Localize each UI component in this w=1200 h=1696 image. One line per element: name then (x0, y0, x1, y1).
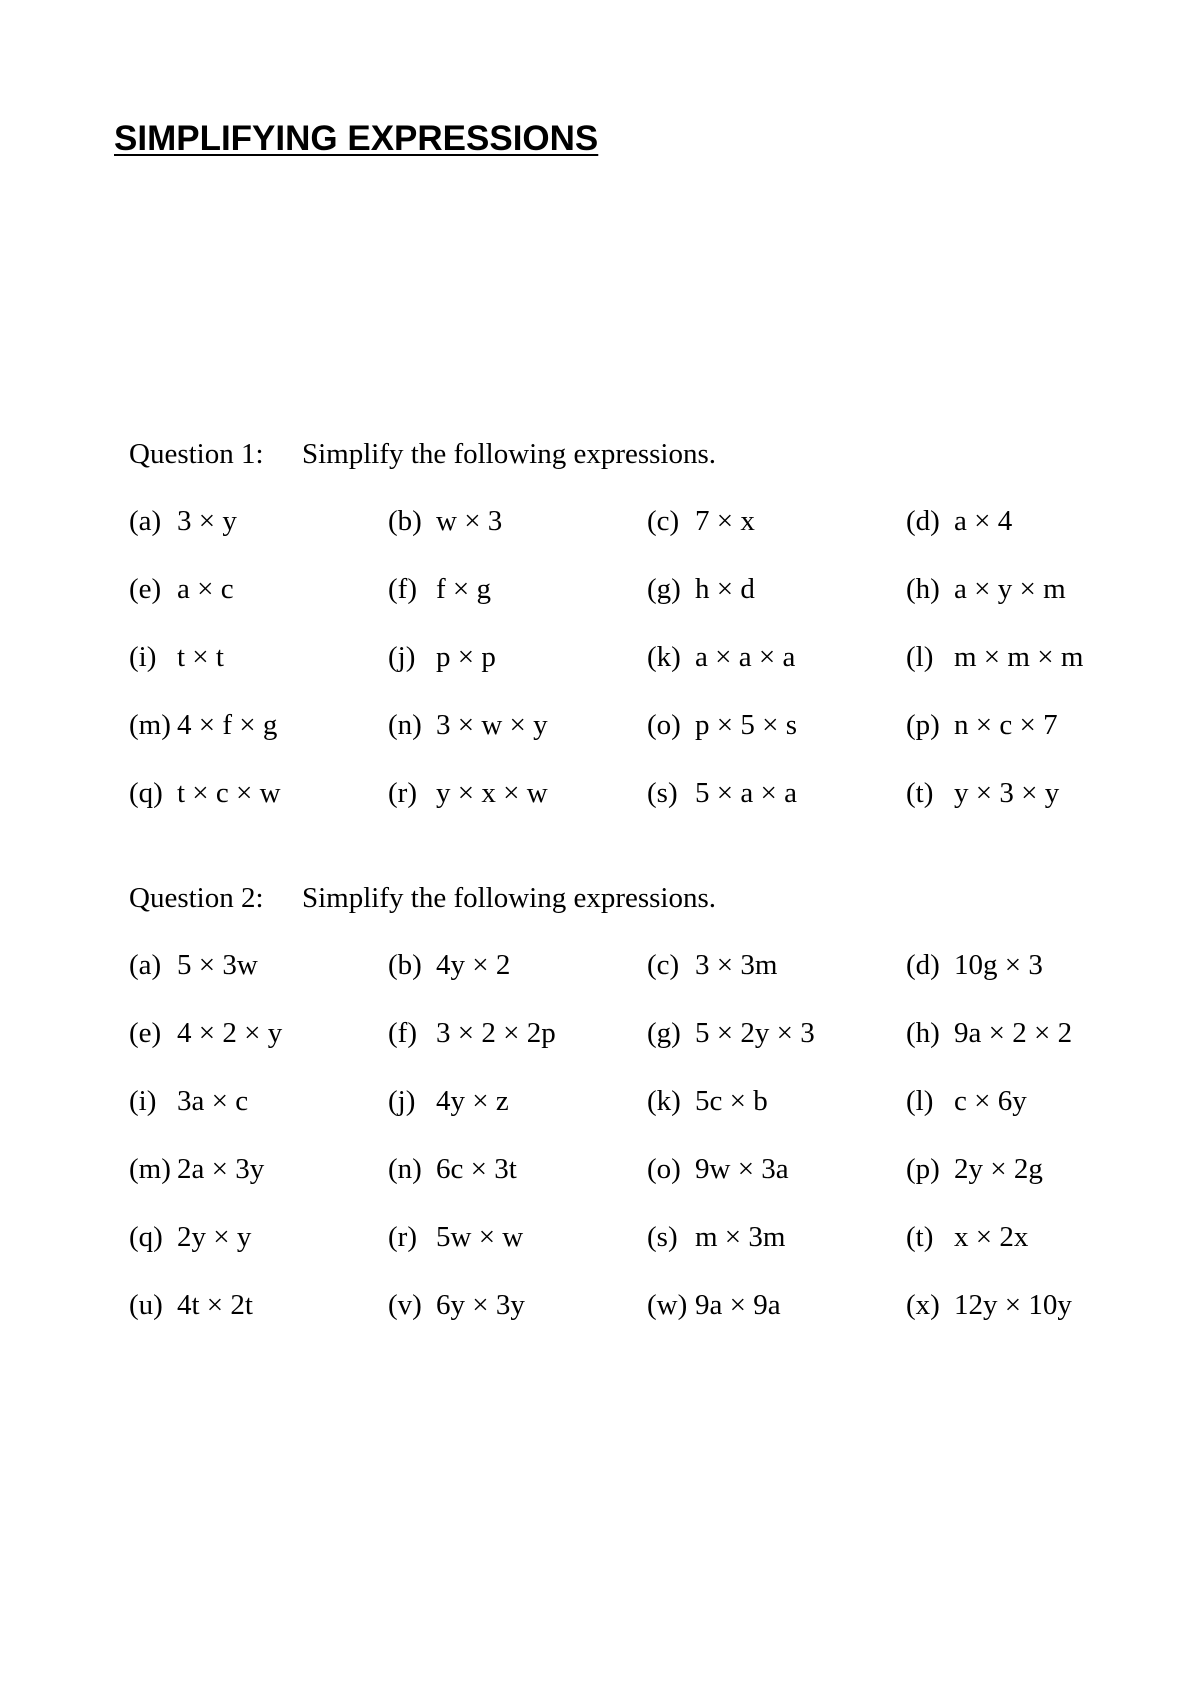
item-expression: 5 × a × a (695, 777, 797, 809)
item-letter: (e) (129, 573, 162, 605)
item-letter: (n) (388, 1153, 422, 1185)
item-letter: (o) (647, 709, 681, 741)
item-letter: (d) (906, 505, 940, 537)
item-letter: (p) (906, 709, 940, 741)
item-letter: (j) (388, 1085, 416, 1117)
item-letter: (q) (129, 777, 163, 809)
item-letter: (s) (647, 1221, 678, 1253)
item-letter: (i) (129, 1085, 157, 1117)
item-expression: 5w × w (436, 1221, 524, 1253)
item-letter: (v) (388, 1289, 422, 1321)
item-letter: (k) (647, 1085, 681, 1117)
item-expression: p × p (436, 641, 496, 673)
item-expression: y × x × w (436, 777, 548, 809)
item-letter: (r) (388, 777, 417, 809)
item-expression: 6y × 3y (436, 1289, 525, 1321)
exercise-item (906, 705, 1058, 745)
exercise-item (647, 773, 797, 813)
exercise-item (388, 1285, 525, 1325)
page-title: SIMPLIFYING EXPRESSIONS (114, 119, 599, 158)
item-expression: 2a × 3y (177, 1153, 265, 1185)
item-expression: y × 3 × y (954, 777, 1060, 809)
exercise-item (388, 1013, 556, 1053)
item-expression: a × 4 (954, 505, 1013, 537)
item-letter: (t) (906, 1221, 934, 1253)
item-expression: 5c × b (695, 1085, 768, 1117)
exercise-item (129, 1149, 264, 1189)
item-expression: m × m × m (954, 641, 1084, 673)
exercise-item (647, 705, 797, 745)
item-letter: (g) (647, 573, 681, 605)
item-expression: t × t (177, 641, 224, 673)
item-letter: (s) (647, 777, 678, 809)
item-expression: 4 × 2 × y (177, 1017, 283, 1049)
exercise-item (647, 569, 755, 609)
item-expression: 3a × c (177, 1085, 249, 1117)
exercise-item (129, 637, 224, 677)
item-expression: 4t × 2t (177, 1289, 253, 1321)
item-expression: 3 × w × y (436, 709, 548, 741)
exercise-item (388, 705, 548, 745)
item-letter: (i) (129, 641, 157, 673)
item-letter: (a) (129, 949, 162, 981)
exercise-item (129, 1013, 282, 1053)
exercise-item (906, 501, 1012, 541)
item-letter: (k) (647, 641, 681, 673)
item-expression: 2y × 2g (954, 1153, 1043, 1185)
exercise-item (129, 945, 258, 985)
item-expression: p × 5 × s (695, 709, 797, 741)
exercise-item (388, 773, 548, 813)
exercise-item (647, 1285, 781, 1325)
item-expression: x × 2x (954, 1221, 1029, 1253)
exercise-item (388, 1217, 523, 1257)
item-expression: 6c × 3t (436, 1153, 517, 1185)
item-expression: w × 3 (436, 505, 503, 537)
item-expression: f × g (436, 573, 492, 605)
item-expression: h × d (695, 573, 755, 605)
item-letter: (e) (129, 1017, 162, 1049)
exercise-item (388, 569, 491, 609)
item-expression: c × 6y (954, 1085, 1027, 1117)
exercise-item (647, 501, 755, 541)
item-letter: (p) (906, 1153, 940, 1185)
exercise-item (129, 705, 277, 745)
item-expression: m × 3m (695, 1221, 786, 1253)
item-expression: 3 × 3m (695, 949, 778, 981)
item-expression: 4 × f × g (177, 709, 278, 741)
item-letter: (q) (129, 1221, 163, 1253)
item-expression: 3 × y (177, 505, 237, 537)
exercise-item (129, 569, 234, 609)
exercise-item (129, 773, 281, 813)
item-letter: (m) (129, 1153, 171, 1185)
exercise-item (388, 1149, 517, 1189)
item-expression: 5 × 3w (177, 949, 258, 981)
item-letter: (n) (388, 709, 422, 741)
item-expression: a × a × a (695, 641, 796, 673)
item-letter: (w) (647, 1289, 688, 1321)
item-expression: a × y × m (954, 573, 1066, 605)
item-letter: (h) (906, 1017, 940, 1049)
exercise-item (906, 637, 1083, 677)
item-expression: 12y × 10y (954, 1289, 1072, 1321)
item-letter: (b) (388, 949, 422, 981)
item-expression: 9a × 9a (695, 1289, 781, 1321)
item-letter: (f) (388, 1017, 417, 1049)
item-letter: (c) (647, 505, 680, 537)
item-letter: (r) (388, 1221, 417, 1253)
item-expression: 5 × 2y × 3 (695, 1017, 815, 1049)
exercise-item (129, 1285, 253, 1325)
item-expression: 9w × 3a (695, 1153, 789, 1185)
exercise-item (388, 1081, 509, 1121)
item-letter: (d) (906, 949, 940, 981)
item-letter: (j) (388, 641, 416, 673)
item-expression: 4y × z (436, 1085, 509, 1117)
item-letter: (a) (129, 505, 162, 537)
exercise-item (388, 945, 510, 985)
exercise-item (647, 945, 777, 985)
exercise-item (129, 501, 237, 541)
exercise-item (906, 569, 1066, 609)
exercise-item (647, 637, 795, 677)
exercise-item (388, 501, 502, 541)
item-expression: t × c × w (177, 777, 281, 809)
item-expression: n × c × 7 (954, 709, 1058, 741)
item-letter: (b) (388, 505, 422, 537)
item-expression: 3 × 2 × 2p (436, 1017, 556, 1049)
item-letter: (g) (647, 1017, 681, 1049)
item-expression: 2y × y (177, 1221, 252, 1253)
exercise-item (906, 945, 1043, 985)
item-expression: 7 × x (695, 505, 755, 537)
question-label: Question 1: (129, 438, 264, 470)
exercise-item (129, 1217, 251, 1257)
exercise-item (906, 1081, 1027, 1121)
exercise-item (906, 1013, 1072, 1053)
exercise-item (647, 1013, 815, 1053)
exercise-item (906, 1217, 1028, 1257)
exercise-item (906, 1285, 1072, 1325)
exercise-item (388, 637, 496, 677)
exercise-item (906, 773, 1059, 813)
item-letter: (l) (906, 641, 934, 673)
exercise-item (129, 1081, 248, 1121)
item-letter: (t) (906, 777, 934, 809)
exercise-item (647, 1217, 785, 1257)
question-instruction: Simplify the following expressions. (302, 438, 717, 470)
exercise-item (906, 1149, 1043, 1189)
item-letter: (c) (647, 949, 680, 981)
item-letter: (u) (129, 1289, 163, 1321)
item-expression: a × c (177, 573, 234, 605)
item-letter: (x) (906, 1289, 940, 1321)
item-letter: (m) (129, 709, 171, 741)
item-expression: 9a × 2 × 2 (954, 1017, 1073, 1049)
exercise-item (647, 1149, 789, 1189)
exercise-item (647, 1081, 768, 1121)
question-label: Question 2: (129, 882, 264, 914)
item-letter: (o) (647, 1153, 681, 1185)
question-instruction: Simplify the following expressions. (302, 882, 717, 914)
item-letter: (f) (388, 573, 417, 605)
item-expression: 4y × 2 (436, 949, 511, 981)
item-letter: (l) (906, 1085, 934, 1117)
item-expression: 10g × 3 (954, 949, 1043, 981)
item-letter: (h) (906, 573, 940, 605)
